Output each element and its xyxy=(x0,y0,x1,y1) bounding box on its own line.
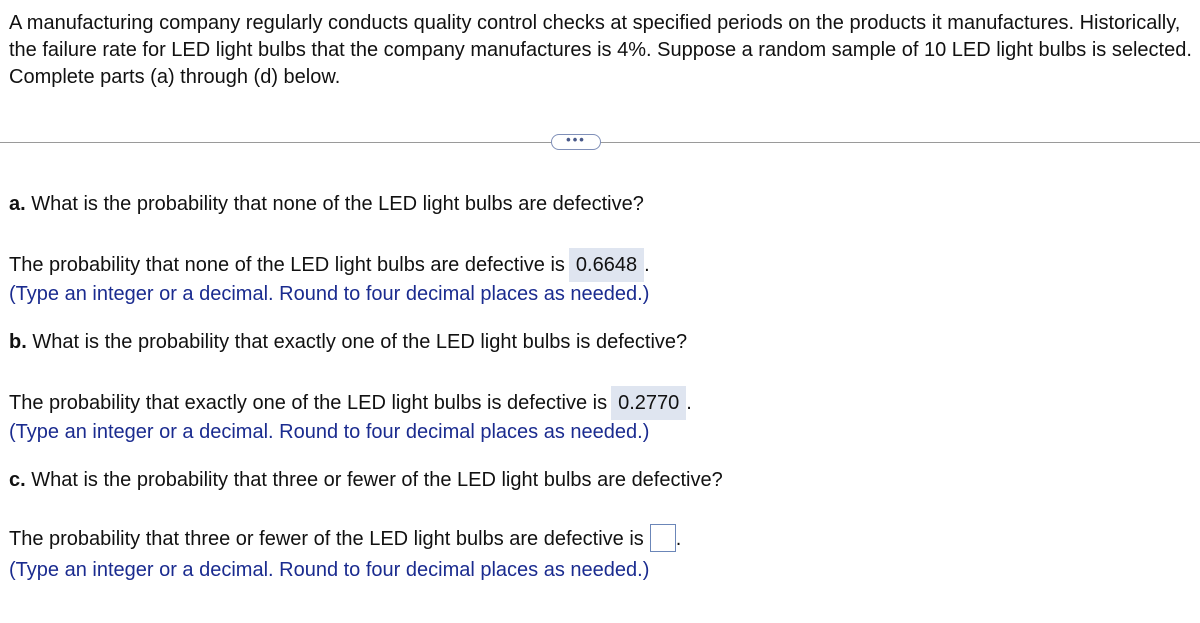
question-b xyxy=(9,330,687,354)
question-b-label: b. xyxy=(9,331,27,353)
hint-c: (Type an integer or a decimal. Round to four decimal places as needed.) xyxy=(9,559,650,581)
question-a xyxy=(9,192,644,216)
question-c-label: c. xyxy=(9,469,26,491)
statement-c xyxy=(9,524,681,552)
statement-a xyxy=(9,248,650,282)
question-b-text: What is the probability that exactly one of the LED light bulbs is defective? xyxy=(32,331,688,353)
more-dots-icon: ••• xyxy=(566,132,586,147)
show-more-button[interactable] xyxy=(551,134,601,150)
answer-c-input[interactable] xyxy=(650,524,676,552)
question-c xyxy=(9,468,723,492)
answer-b-field[interactable]: 0.2770 xyxy=(611,386,686,420)
answer-a-field[interactable]: 0.6648 xyxy=(569,248,644,282)
statement-a-text: The probability that none of the LED light bulbs are defective is xyxy=(9,254,565,276)
statement-c-text: The probability that three or fewer of the LED light bulbs are defective is xyxy=(9,528,644,550)
hint-a: (Type an integer or a decimal. Round to four decimal places as needed.) xyxy=(9,283,650,305)
question-a-text: What is the probability that none of the LED light bulbs are defective? xyxy=(31,193,644,215)
statement-a-period: . xyxy=(644,254,650,276)
hint-b: (Type an integer or a decimal. Round to four decimal places as needed.) xyxy=(9,421,650,443)
question-a-label: a. xyxy=(9,193,26,215)
statement-b-text: The probability that exactly one of the LED light bulbs is defective is xyxy=(9,392,608,414)
question-c-text: What is the probability that three or fewer of the LED light bulbs are defective? xyxy=(31,469,723,491)
problem-intro: A manufacturing company regularly conducts quality control checks at specified periods on the products it manufactures. Historically, the failure rate for LED light bulbs that the company manufactures is 4%. Suppose a random sample of 10 LED light bulbs is selected. Complete parts (a) through (d) below. xyxy=(9,12,1192,88)
statement-b-period: . xyxy=(686,392,692,414)
statement-c-period: . xyxy=(675,528,682,550)
statement-b xyxy=(9,386,692,420)
